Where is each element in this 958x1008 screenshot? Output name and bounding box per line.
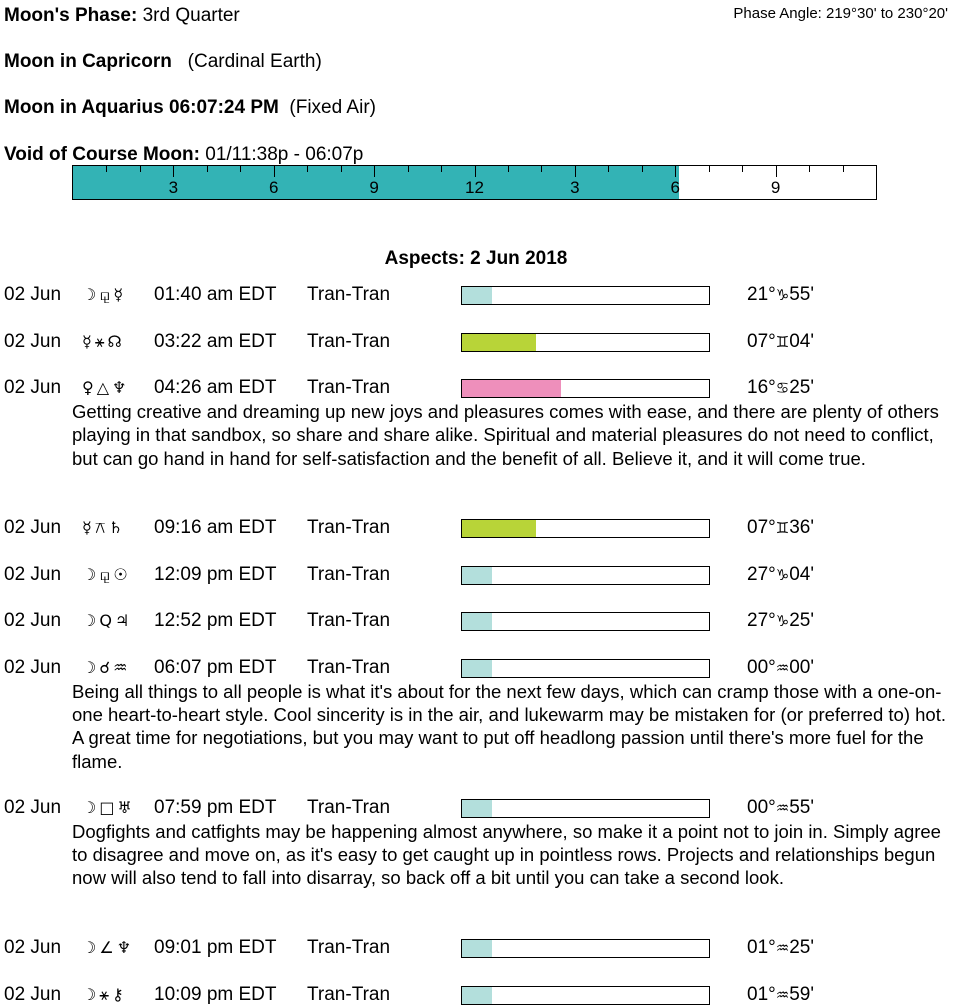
timeline-tick <box>541 166 542 172</box>
timeline-tick <box>106 166 107 172</box>
aspect-time: 04:26 am EDT <box>154 377 277 398</box>
position-degrees: 21° <box>747 284 776 305</box>
aspect-kind: Tran-Tran <box>307 330 391 352</box>
timeline-tick <box>475 166 476 177</box>
aspect-time: 03:22 am EDT <box>154 330 277 352</box>
aspect-strength-fill <box>462 287 492 304</box>
planet-1-icon: ☿ <box>82 518 95 538</box>
timeline-hour-label: 6 <box>269 178 279 197</box>
timeline-hour-label: 12 <box>465 178 484 197</box>
aspect-icon: △ <box>96 378 113 397</box>
aspect-strength-fill <box>462 380 561 397</box>
position-minutes: 25' <box>789 610 814 632</box>
timeline-tick <box>575 166 576 177</box>
zodiac-sign-icon: ♋ <box>775 379 790 397</box>
aspect-date: 02 Jun <box>4 983 62 1005</box>
zodiac-sign-icon: ♊ <box>775 332 790 351</box>
aspect-row <box>4 377 954 401</box>
timeline-tick <box>207 166 208 172</box>
aspect-position <box>747 564 814 586</box>
aspect-glyphs <box>82 798 135 817</box>
aspect-glyphs <box>82 938 134 957</box>
position-minutes: 00' <box>789 656 814 678</box>
aspect-icon: ∠ <box>99 938 117 958</box>
aspect-row <box>4 331 954 355</box>
position-minutes: 55' <box>789 284 814 305</box>
aspect-position <box>747 284 814 306</box>
position-degrees: 07° <box>747 517 776 539</box>
aspect-glyphs <box>82 285 126 305</box>
zodiac-sign-icon: ♒ <box>775 985 790 1004</box>
aspect-icon: ⚹ <box>94 331 108 351</box>
planet-1-icon: ☽ <box>82 657 100 677</box>
zodiac-sign-icon: ♒ <box>775 798 790 817</box>
aspect-date: 02 Jun <box>4 656 62 678</box>
aspect-icon: ☌ <box>99 657 114 677</box>
void-value: 01/11:38p - 06:07p <box>205 144 364 165</box>
aspect-position <box>747 610 814 632</box>
position-minutes: 36' <box>789 517 814 539</box>
aspect-row <box>4 797 954 821</box>
planet-1-icon: ☽ <box>82 564 100 584</box>
position-minutes: 04' <box>789 563 814 585</box>
timeline-tick <box>408 166 409 172</box>
timeline-tick <box>709 166 710 172</box>
aspect-strength-fill <box>462 800 492 817</box>
timeline-tick <box>374 166 375 177</box>
zodiac-sign-icon: ♒ <box>775 658 790 677</box>
aspect-position <box>747 984 814 1006</box>
position-degrees: 07° <box>747 330 776 352</box>
aspect-glyphs <box>82 565 131 585</box>
aspect-position <box>747 657 814 679</box>
planet-2-icon: ☉ <box>113 564 131 584</box>
timeline-tick <box>508 166 509 172</box>
aspect-icon: □ <box>99 797 118 817</box>
aspect-strength-bar <box>461 986 710 1005</box>
aspect-description: Getting creative and dreaming up new joys and pleasures comes with ease, and there are plenty of others playing in that sandbox, so share and share alike. Spiritual and material pleasures do not need to conflict, but can go hand in hand for self-satisfaction and the benefit of all. Believe it, and it will come true. <box>72 401 939 469</box>
aspect-glyphs <box>82 332 125 352</box>
moon-sign-2-detail: (Fixed Air) <box>289 97 376 118</box>
planet-2-icon: ☿ <box>113 285 127 304</box>
aspect-strength-bar <box>461 939 710 958</box>
moon-sign-2-label: Moon in Aquarius 06:07:24 PM <box>4 97 279 118</box>
aspect-kind: Tran-Tran <box>307 284 391 305</box>
aspect-icon: ⚼ <box>99 564 114 584</box>
aspect-position <box>747 377 814 399</box>
timeline-tick <box>776 166 777 177</box>
zodiac-sign-icon: ♑ <box>775 612 790 631</box>
aspect-strength-fill <box>462 987 492 1004</box>
aspect-time: 09:01 pm EDT <box>154 937 277 959</box>
aspect-position <box>747 331 814 353</box>
aspect-row <box>4 610 954 634</box>
planet-1-icon: ☽ <box>82 285 100 304</box>
aspect-row <box>4 564 954 588</box>
aspect-row <box>4 284 954 308</box>
aspect-strength-bar <box>461 612 710 631</box>
aspect-date: 02 Jun <box>4 563 62 585</box>
aspect-glyphs <box>82 518 126 538</box>
aspect-kind: Tran-Tran <box>307 377 391 398</box>
planet-1-icon: ☽ <box>82 938 100 958</box>
aspect-date: 02 Jun <box>4 517 62 539</box>
position-degrees: 00° <box>747 796 776 818</box>
aspect-row <box>4 937 954 961</box>
planet-2-icon: ♆ <box>116 938 135 958</box>
position-degrees: 27° <box>747 563 776 585</box>
planet-2-icon: ♃ <box>114 611 133 631</box>
position-degrees: 16° <box>747 377 776 398</box>
phase-angle-value: 219°30' to 230°20' <box>826 5 948 22</box>
moon-sign-1-label: Moon in Capricorn <box>4 51 172 72</box>
position-minutes: 55' <box>789 796 814 818</box>
timeline-tick <box>307 166 308 172</box>
aspect-strength-bar <box>461 566 710 585</box>
aspect-kind: Tran-Tran <box>307 937 391 959</box>
aspect-date: 02 Jun <box>4 330 62 352</box>
planet-2-icon: ♅ <box>117 797 135 817</box>
phase-angle <box>733 5 948 22</box>
aspect-kind: Tran-Tran <box>307 656 391 678</box>
aspect-time: 12:52 pm EDT <box>154 610 277 632</box>
timeline-tick <box>140 166 141 172</box>
aspect-kind: Tran-Tran <box>307 983 391 1005</box>
aspect-glyphs <box>82 985 127 1005</box>
aspect-time: 07:59 pm EDT <box>154 796 277 818</box>
timeline-tick <box>742 166 743 172</box>
planet-2-icon: ♆ <box>112 378 130 397</box>
position-degrees: 27° <box>747 610 776 632</box>
planet-1-icon: ☽ <box>82 611 100 631</box>
aspect-icon: ⚹ <box>99 984 112 1004</box>
position-minutes: 25' <box>789 937 814 959</box>
timeline-hour-label: 6 <box>670 178 680 197</box>
timeline-tick <box>441 166 442 172</box>
planet-2-icon: ♒ <box>113 657 131 677</box>
aspect-time: 12:09 pm EDT <box>154 563 277 585</box>
timeline-tick <box>843 166 844 172</box>
aspect-glyphs <box>82 611 132 630</box>
timeline-hour-label: 3 <box>570 178 580 197</box>
zodiac-sign-icon: ♒ <box>775 939 790 958</box>
aspect-strength-fill <box>462 660 492 677</box>
position-minutes: 59' <box>789 983 814 1005</box>
timeline-tick <box>809 166 810 172</box>
aspect-kind: Tran-Tran <box>307 610 391 632</box>
aspects-title: Aspects: 2 Jun 2018 <box>384 248 568 269</box>
aspect-time: 10:09 pm EDT <box>154 983 277 1005</box>
moon-phase-label: Moon's Phase: <box>4 5 138 26</box>
moon-sign-line-2 <box>4 97 376 119</box>
timeline-tick <box>341 166 342 172</box>
aspect-strength-bar <box>461 333 710 352</box>
planet-2-icon: ⚷ <box>111 984 127 1004</box>
planet-1-icon: ♀ <box>82 378 97 397</box>
aspect-date: 02 Jun <box>4 796 62 818</box>
aspect-row <box>4 517 954 541</box>
aspect-icon: ⚼ <box>99 285 114 304</box>
phase-angle-label: Phase Angle: <box>733 5 822 22</box>
zodiac-sign-icon: ♑ <box>775 565 790 584</box>
void-of-course-timeline <box>72 165 877 200</box>
aspect-strength-fill <box>462 520 536 537</box>
aspect-date: 02 Jun <box>4 377 62 398</box>
zodiac-sign-icon: ♊ <box>775 519 790 538</box>
aspect-kind: Tran-Tran <box>307 796 391 818</box>
aspect-position <box>747 517 814 539</box>
aspect-date: 02 Jun <box>4 284 62 305</box>
aspect-description: Dogfights and catfights may be happening almost anywhere, so make it a point not to join in. Simply agree to disagree and move on, as it's easy to get caught up in pointless rows. Projects and relationships begun now will also tend to fall into disarray, so back off a bit until you can take a second look. <box>72 820 941 889</box>
timeline-tick <box>675 166 676 177</box>
planet-2-icon: ♄ <box>108 518 126 538</box>
aspect-kind: Tran-Tran <box>307 517 391 539</box>
void-label: Void of Course Moon: <box>4 144 200 165</box>
zodiac-sign-icon: ♑ <box>775 286 790 304</box>
aspect-strength-fill <box>462 940 492 957</box>
aspect-strength-bar <box>461 799 710 818</box>
planet-2-icon: ☊ <box>107 331 125 351</box>
aspect-position <box>747 797 814 819</box>
position-degrees: 01° <box>747 937 776 959</box>
aspect-description: Being all things to all people is what it's about for the next few days, which can cramp those with a one-on-one heart-to-heart style. Cool sincerity is in the air, and lukewarm may be mistaken for (or preferred to) hot. A great time for negotiations, but you may want to put off headlong passion until there's more fuel for the flame. <box>72 680 946 772</box>
timeline-tick <box>608 166 609 172</box>
planet-1-icon: ☽ <box>82 797 100 817</box>
aspect-glyphs <box>82 658 130 677</box>
aspect-date: 02 Jun <box>4 937 62 959</box>
aspect-strength-bar <box>461 286 710 305</box>
aspect-kind: Tran-Tran <box>307 563 391 585</box>
position-degrees: 01° <box>747 983 776 1005</box>
aspect-strength-fill <box>462 334 536 351</box>
aspect-date: 02 Jun <box>4 610 62 632</box>
aspect-time: 06:07 pm EDT <box>154 656 277 678</box>
timeline-hour-label: 9 <box>770 178 781 197</box>
timeline-hour-label: 9 <box>369 178 379 197</box>
aspect-strength-bar <box>461 659 710 678</box>
timeline-tick <box>173 166 174 177</box>
planet-1-icon: ☽ <box>82 984 100 1004</box>
moon-phase-value: 3rd Quarter <box>142 5 240 26</box>
position-minutes: 25' <box>789 377 814 398</box>
timeline-tick <box>642 166 643 172</box>
timeline-tick <box>240 166 241 172</box>
aspect-strength-fill <box>462 613 492 630</box>
timeline-hour-label: 3 <box>168 178 179 197</box>
timeline-tick <box>274 166 275 177</box>
moon-sign-1-detail: (Cardinal Earth) <box>187 51 322 72</box>
aspect-strength-fill <box>462 567 492 584</box>
aspect-icon: ⚻ <box>94 518 109 538</box>
moon-sign-line-1 <box>4 51 322 73</box>
aspect-row <box>4 657 954 681</box>
aspect-time: 09:16 am EDT <box>154 517 277 539</box>
position-degrees: 00° <box>747 656 776 678</box>
aspect-strength-bar <box>461 379 710 398</box>
void-of-course-line <box>4 144 363 166</box>
aspect-icon: Q <box>99 611 115 631</box>
aspect-position <box>747 937 814 959</box>
aspect-time: 01:40 am EDT <box>154 284 277 305</box>
position-minutes: 04' <box>789 330 814 352</box>
aspect-glyphs <box>82 378 129 397</box>
aspect-strength-bar <box>461 519 710 538</box>
planet-1-icon: ☿ <box>82 331 95 351</box>
moon-phase-line <box>4 5 240 27</box>
